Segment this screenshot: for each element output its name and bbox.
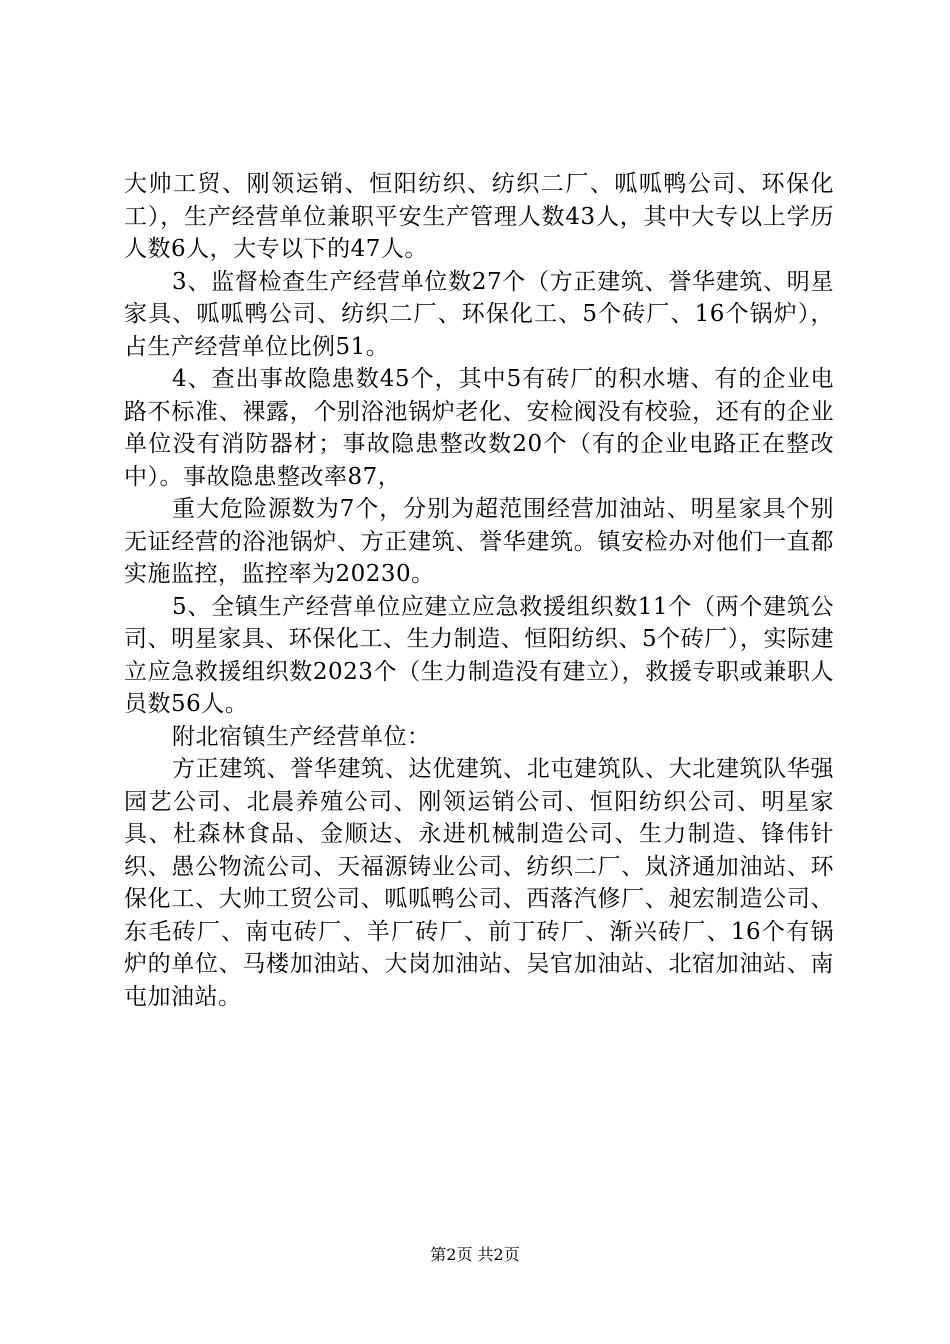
- paragraph-hazard-sources: 重大危险源数为7个，分别为超范围经营加油站、明星家具个别无证经营的浴池锅炉、方正建筑、誉华建筑。镇安检办对他们一直都实施监控，监控率为20230。: [124, 496, 834, 587]
- paragraph-continuation: 大帅工贸、刚领运销、恒阳纺织、纺织二厂、呱呱鸭公司、环保化工），生产经营单位兼职平安生产管理人数43人，其中大专以上学历人数6人，大专以下的47人。: [124, 171, 834, 262]
- paragraph-item-3: 3、监督检查生产经营单位数27个（方正建筑、誉华建筑、明星家具、呱呱鸭公司、纺织二厂、环保化工、5个砖厂、16个锅炉），占生产经营单位比例51。: [124, 268, 834, 360]
- paragraph-appendix-heading: 附北宿镇生产经营单位：: [172, 723, 431, 750]
- page-number-footer: 第2页 共2页: [430, 1245, 520, 1264]
- paragraph-unit-list: 方正建筑、誉华建筑、达优建筑、北屯建筑队、大北建筑队华强园艺公司、北晨养殖公司、刚领运销公司、恒阳纺织公司、明星家具、杜森林食品、金顺达、永进机械制造公司、生力制造、锋伟针织、愚公物流公司、天福源铸业公司、纺织二厂、岚济通加油站、环保化工、大帅工贸公司、呱呱鸭公司、西落汽修厂、昶宏制造公司、东毛砖厂、南屯砖厂、羊厂砖厂、前丁砖厂、渐兴砖厂、16个有锅炉的单位、马楼加油站、大岗加油站、吴官加油站、北宿加油站、南屯加油站。: [124, 756, 834, 1010]
- paragraph-item-5: 5、全镇生产经营单位应建立应急救援组织数11个（两个建筑公司、明星家具、环保化工、生力制造、恒阳纺织、5个砖厂），实际建立应急救援组织数2023个（生力制造没有建立），救援专职或兼职人员数56人。: [124, 593, 834, 717]
- document-body: [124, 168, 834, 1013]
- paragraph-item-4: 4、查出事故隐患数45个，其中5有砖厂的积水塘、有的企业电路不标准、裸露，个别浴池锅炉老化、安检阀没有校验，还有的企业单位没有消防器材；事故隐患整改数20个（有的企业电路正在整改中）。事故隐患整改率87，: [124, 366, 834, 490]
